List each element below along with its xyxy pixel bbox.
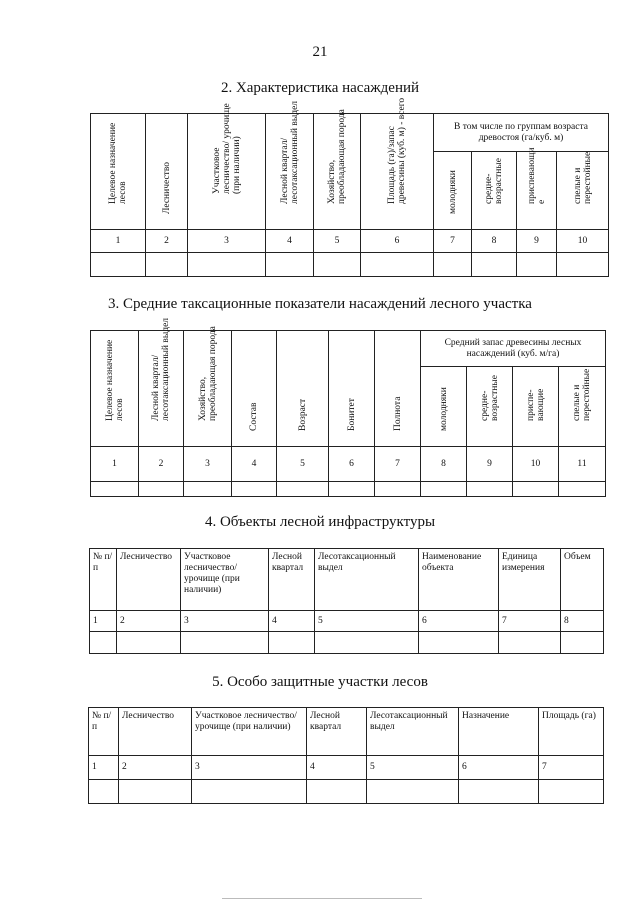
s5-num: 3 (192, 756, 307, 780)
s3-col-composition (232, 331, 277, 447)
s3-num: 1 (91, 447, 139, 482)
s2-col-quarter-label: Лесной квартал/ лесотаксационный выдел (279, 100, 300, 204)
s3-num: 3 (184, 447, 232, 482)
s3-col-bonitet (329, 331, 375, 447)
s3-num: 4 (232, 447, 277, 482)
section-4-title: 4. Объекты лесной инфраструктуры (204, 514, 436, 530)
s2-col-mature-label: спелые и перестойные (572, 151, 593, 204)
s5-header-row (89, 708, 604, 756)
s2-num: 2 (146, 230, 188, 253)
scan-edge-line (222, 898, 422, 899)
s3-number-row (91, 447, 606, 482)
s3-col-middle (467, 367, 513, 447)
section-2-table (90, 97, 609, 277)
s3-col-age-label: Возраст (297, 398, 308, 431)
s5-header: Лесничество (119, 708, 192, 756)
section-3-table (90, 317, 606, 497)
s2-col-quarter (266, 100, 314, 230)
s3-num: 9 (467, 447, 513, 482)
s3-col-composition-label: Состав (249, 402, 259, 431)
s2-col-species (314, 109, 361, 230)
s2-col-district (188, 103, 266, 230)
s3-col-bonitet-label: Бонитет (346, 398, 357, 431)
s4-header: Участковое лесничество/ урочище (при наличии) (181, 549, 269, 611)
s3-col-quarter-label: Лесной квартал/ лесотаксационный выдел (151, 317, 171, 421)
section-2-title: 2. Характеристика насаждений (220, 80, 420, 96)
section-4-table (89, 548, 604, 654)
s3-col-species (184, 326, 232, 447)
s2-col-middle-label: средне- возрастные (484, 158, 504, 204)
s2-col-mature (557, 152, 609, 230)
s4-header: № п/п (90, 549, 117, 611)
s2-num: 5 (314, 230, 361, 253)
s3-col-mature-label: спелые и перестойные (572, 368, 592, 421)
s4-number-row (90, 611, 604, 632)
section-5-table (88, 707, 604, 804)
s3-col-young (421, 367, 467, 447)
s5-header: Лесной квартал (307, 708, 367, 756)
s3-col-middle-label: средне- возрастные (479, 375, 500, 421)
s4-num: 8 (561, 611, 604, 632)
s4-header-row (90, 549, 604, 611)
s2-num: 9 (517, 230, 557, 253)
s2-group-header: В том числе по группам возраста древостоя (га/куб. м) (434, 114, 609, 152)
s2-col-area-label: Площадь (га)/запас древесины (куб. м) - всего (387, 97, 407, 204)
s3-col-young-label: молодняки (438, 387, 449, 431)
s3-num: 7 (375, 447, 421, 482)
s3-col-species-label: Хозяйство, преобладающая порода (197, 326, 218, 421)
s2-num: 7 (434, 230, 472, 253)
s3-col-mature (559, 367, 606, 447)
s2-col-purpose-label: Целевое назначение лесов (108, 122, 128, 204)
s3-col-quarter (139, 317, 184, 447)
s3-col-purpose-label: Целевое назначение лесов (104, 339, 125, 421)
s4-num: 6 (419, 611, 499, 632)
s4-header: Лесной квартал (269, 549, 315, 611)
s3-num: 2 (139, 447, 184, 482)
s2-empty-row (91, 253, 609, 277)
section-5-title: 5. Особо защитные участки лесов (212, 674, 428, 690)
s3-col-density-label: Полнота (392, 396, 403, 431)
s3-col-maturing-label: приспе- вающие (525, 388, 546, 421)
s2-col-area (361, 97, 434, 230)
s3-col-density (375, 331, 421, 447)
s2-col-maturing-label: приспевающие (526, 147, 547, 204)
s3-num: 6 (329, 447, 375, 482)
s2-num: 8 (472, 230, 517, 253)
s2-col-species-label: Хозяйство, преобладающая порода (327, 109, 347, 204)
s5-number-row (89, 756, 604, 780)
s2-col-middle (472, 152, 517, 230)
s5-num: 5 (367, 756, 459, 780)
s2-num: 1 (91, 230, 146, 253)
s4-num: 5 (315, 611, 419, 632)
s5-header: Участковое лесничество/урочище (при наличии) (192, 708, 307, 756)
s2-col-district-label: Участковое лесничество/ урочище (при наличии) (211, 103, 242, 194)
page-number: 21 (312, 44, 328, 60)
s4-num: 2 (117, 611, 181, 632)
s4-header: Объем (561, 549, 604, 611)
s3-col-maturing (513, 367, 559, 447)
s5-num: 7 (539, 756, 604, 780)
s3-num: 8 (421, 447, 467, 482)
s3-num: 11 (559, 447, 606, 482)
s2-number-row (91, 230, 609, 253)
s2-num: 6 (361, 230, 434, 253)
s3-num: 5 (277, 447, 329, 482)
s3-col-purpose (91, 331, 139, 447)
s5-header: Назначение (459, 708, 539, 756)
s2-col-purpose (91, 114, 146, 230)
s4-num: 3 (181, 611, 269, 632)
s2-col-young (434, 152, 472, 230)
s4-empty-row (90, 632, 604, 654)
s4-header: Единица измерения (499, 549, 561, 611)
s4-num: 4 (269, 611, 315, 632)
s5-num: 6 (459, 756, 539, 780)
s5-num: 4 (307, 756, 367, 780)
s3-num: 10 (513, 447, 559, 482)
s3-group-header: Средний запас древесины лесных насаждений (куб. м/га) (421, 331, 606, 367)
s4-header: Лесотаксационный выдел (315, 549, 419, 611)
s3-col-age (277, 331, 329, 447)
s5-num: 2 (119, 756, 192, 780)
s4-num: 1 (90, 611, 117, 632)
s5-header: Площадь (га) (539, 708, 604, 756)
section-3-title: 3. Средние таксационные показатели насаждений лесного участка (108, 296, 532, 312)
s4-header: Наименование объекта (419, 549, 499, 611)
s2-num: 10 (557, 230, 609, 253)
s5-header: Лесотаксационный выдел (367, 708, 459, 756)
s4-header: Лесничество (117, 549, 181, 611)
s2-col-maturing (517, 147, 557, 230)
s2-num: 3 (188, 230, 266, 253)
s2-col-forestry-label: Лесничество (161, 162, 172, 214)
s2-col-young-label: молодняки (447, 170, 458, 214)
s5-header: № п/п (89, 708, 119, 756)
s3-empty-row (91, 482, 606, 497)
s5-empty-row (89, 780, 604, 804)
s4-num: 7 (499, 611, 561, 632)
s2-col-forestry (146, 114, 188, 230)
s5-num: 1 (89, 756, 119, 780)
s2-num: 4 (266, 230, 314, 253)
